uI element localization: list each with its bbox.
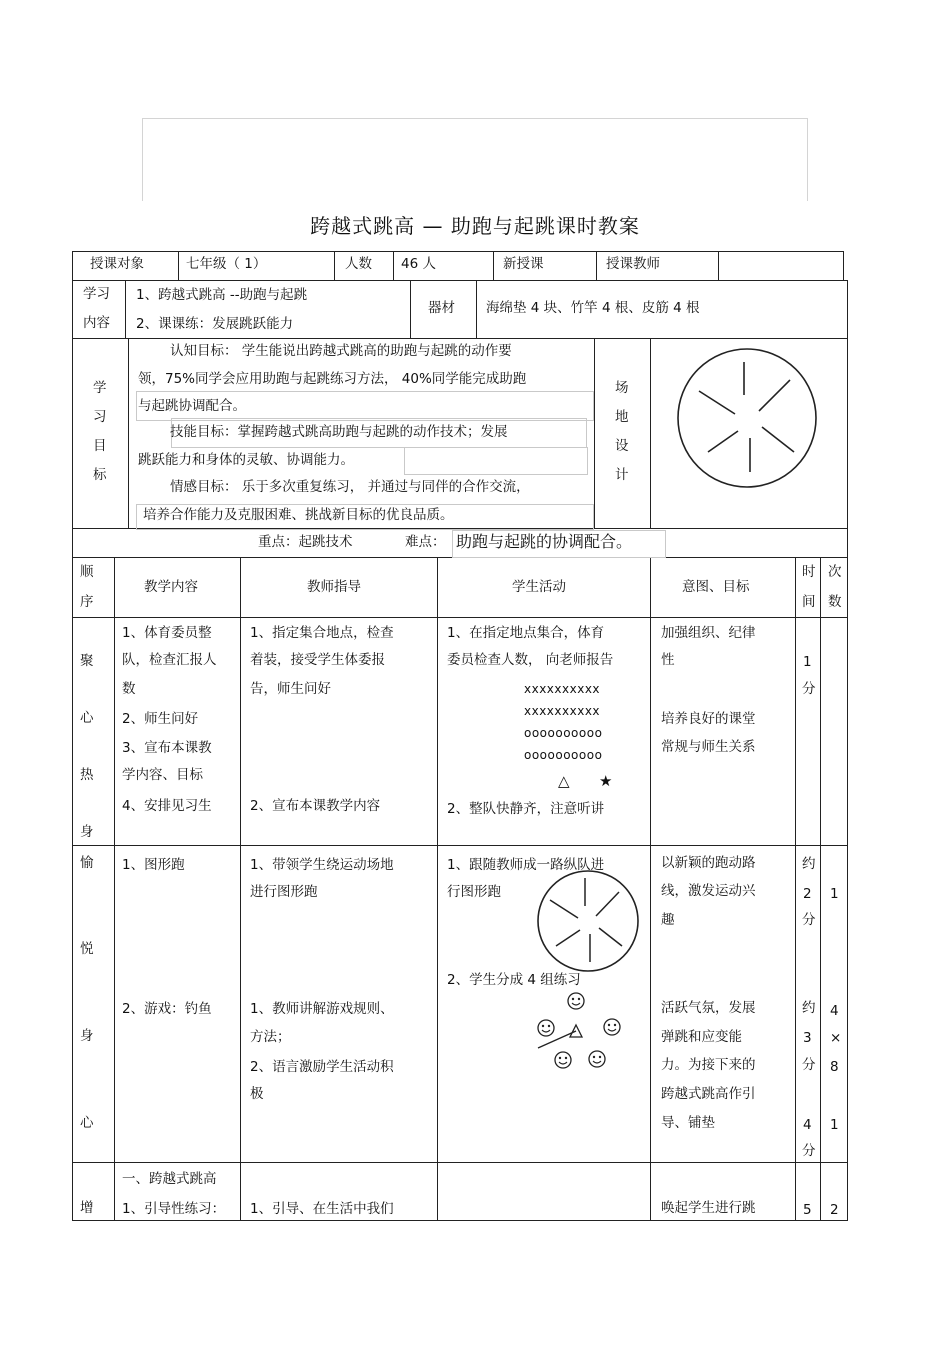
col-order: 序: [80, 594, 94, 610]
s2-content: 1、图形跑: [122, 857, 185, 873]
col-reps: 次: [828, 564, 842, 580]
s1-guide: 告，师生问好: [250, 681, 331, 697]
s3-time: 5: [803, 1202, 812, 1218]
goal-line: 跳跃能力和身体的灵敏、协调能力。: [138, 452, 354, 468]
s1-time: 1: [803, 654, 812, 670]
formation-row: xxxxxxxxxx: [524, 704, 601, 718]
s1-student: 委员检查人数， 向老师报告: [447, 652, 614, 668]
key-point: 重点：起跳技术: [258, 534, 353, 550]
stage-char: 心: [80, 1115, 94, 1131]
s2-time: 分: [802, 1143, 816, 1159]
s2-intent: 导、铺垫: [661, 1115, 715, 1131]
s1-student: 1、在指定地点集合，体育: [447, 625, 605, 641]
col-student: 学生活动: [512, 579, 566, 595]
s3-guide: 1、引导、在生活中我们: [250, 1201, 394, 1217]
stage-char: 身: [80, 1028, 94, 1044]
fishing-game-icon: [534, 990, 624, 1075]
s2-time: 分: [802, 1057, 816, 1073]
goal-line: 与起跳协调配合。: [138, 398, 246, 414]
stage-char: 增: [80, 1200, 94, 1216]
s3-content: 1、引导性练习：: [122, 1201, 226, 1217]
s2-guide: 2、语言激励学生活动积: [250, 1059, 394, 1075]
goal-line: 情感目标： 乐于多次重复练习， 并通过与同伴的合作交流，: [170, 479, 530, 495]
stage-char: 悦: [80, 941, 94, 957]
s2-guide: 极: [250, 1086, 264, 1102]
hard-point: 助跑与起跳的协调配合。: [456, 532, 633, 551]
site-label-char: 地: [615, 409, 629, 425]
running-route-icon: [536, 870, 640, 972]
s2-student: 行图形跑: [447, 884, 501, 900]
goals-label-char: 习: [93, 409, 107, 425]
hard-label: 难点：: [405, 534, 446, 550]
content-label-2: 内容: [83, 315, 110, 331]
page-title: 跨越式跳高 — 助跑与起跳课时教案: [310, 214, 640, 238]
teacher-label: 授课教师: [606, 256, 660, 272]
content-label-1: 学习: [83, 286, 110, 302]
s2-time: 约: [802, 1000, 816, 1016]
s2-guide: 1、带领学生绕运动场地: [250, 857, 394, 873]
equipment-label: 器材: [428, 300, 455, 316]
s2-reps: 4: [830, 1003, 839, 1019]
s2-reps: 8: [830, 1059, 839, 1075]
col-content: 教学内容: [144, 579, 198, 595]
s2-guide: 方法；: [250, 1029, 291, 1045]
s1-guide: 2、宣布本课教学内容: [250, 798, 381, 814]
s2-student: 2、学生分成 4 组练习: [447, 972, 581, 988]
s2-content: 2、游戏：钓鱼: [122, 1001, 212, 1017]
s2-student: 1、跟随教师成一路纵队进: [447, 857, 605, 873]
formation-row: oooooooooo: [524, 726, 603, 740]
s1-content: 数: [122, 681, 136, 697]
s3-intent: 唤起学生进行跳: [661, 1200, 756, 1216]
s1-intent: 性: [661, 652, 675, 668]
s2-time: 约: [802, 856, 816, 872]
col-guide: 教师指导: [307, 579, 361, 595]
s1-time: 分: [802, 681, 816, 697]
col-intent: 意图、目标: [682, 579, 750, 595]
s2-time: 3: [803, 1030, 812, 1046]
s2-intent: 弹跳和应变能: [661, 1029, 742, 1045]
target-label: 授课对象: [90, 256, 144, 272]
s2-intent: 力。为接下来的: [661, 1057, 756, 1073]
count-value: 46 人: [401, 256, 436, 272]
content-line-1: 1、跨越式跳高 --助跑与起跳: [136, 287, 308, 303]
s2-guide: 1、教师讲解游戏规则、: [250, 1001, 394, 1017]
goal-line: 培养合作能力及克服困难、挑战新目标的优良品质。: [143, 507, 454, 523]
s3-content: 一、跨越式跳高: [122, 1171, 217, 1187]
lesson-type: 新授课: [503, 256, 544, 272]
s2-intent: 以新颖的跑动路: [661, 855, 756, 871]
triangle-icon: △: [558, 772, 570, 790]
site-diagram-icon: [676, 348, 818, 488]
formation-row: oooooooooo: [524, 748, 603, 762]
s2-time: 分: [802, 912, 816, 928]
grade-value: 七年级（ 1）: [186, 256, 267, 272]
s1-content: 3、宣布本课教: [122, 740, 212, 756]
s1-student: 2、整队快静齐，注意听讲: [447, 801, 605, 817]
site-label-char: 设: [615, 438, 629, 454]
col-reps: 数: [828, 594, 842, 610]
stage-char: 心: [80, 710, 94, 726]
site-label-char: 计: [615, 467, 629, 483]
stage-char: 聚: [80, 653, 94, 669]
site-label-char: 场: [615, 380, 629, 396]
s2-guide: 进行图形跑: [250, 884, 318, 900]
goals-label-char: 标: [93, 467, 107, 483]
s1-content: 学内容、目标: [122, 767, 203, 783]
col-time: 间: [802, 594, 816, 610]
s2-intent: 活跃气氛，发展: [661, 1000, 756, 1016]
s2-time: 4: [803, 1117, 812, 1133]
goal-line: 技能目标：掌握跨越式跳高助跑与起跳的动作技术；发展: [170, 424, 508, 440]
count-label: 人数: [345, 256, 372, 272]
star-icon: ★: [599, 772, 613, 790]
goals-label-char: 目: [93, 438, 107, 454]
goal-line: 认知目标： 学生能说出跨越式跳高的助跑与起跳的动作要: [170, 343, 512, 359]
s2-time: 2: [803, 886, 812, 902]
s1-intent: 培养良好的课堂: [661, 711, 756, 727]
s2-intent: 趣: [661, 912, 675, 928]
s1-content: 1、体育委员整: [122, 625, 212, 641]
goal-line: 领，75%同学会应用助跑与起跳练习方法， 40%同学能完成助跑: [138, 371, 527, 387]
col-order: 顺: [80, 564, 94, 580]
s2-reps: 1: [830, 1117, 839, 1133]
header-frame: [142, 118, 808, 201]
s1-guide: 着装，接受学生体委报: [250, 652, 385, 668]
s1-guide: 1、指定集合地点，检查: [250, 625, 394, 641]
s2-reps: 1: [830, 886, 839, 902]
content-line-2: 2、课课练：发展跳跃能力: [136, 316, 294, 332]
s1-intent: 加强组织、纪律: [661, 625, 756, 641]
s2-reps: ×: [830, 1030, 842, 1046]
s1-content: 队，检查汇报人: [122, 652, 217, 668]
equipment-value: 海绵垫 4 块、竹竿 4 根、皮筋 4 根: [486, 300, 700, 316]
stage-char: 愉: [80, 855, 94, 871]
col-time: 时: [802, 564, 816, 580]
stage-char: 身: [80, 824, 94, 840]
goals-label-char: 学: [93, 380, 107, 396]
s1-content: 2、师生问好: [122, 711, 199, 727]
formation-row: xxxxxxxxxx: [524, 682, 601, 696]
s1-content: 4、安排见习生: [122, 798, 212, 814]
s2-intent: 线，激发运动兴: [661, 883, 756, 899]
s2-intent: 跨越式跳高作引: [661, 1086, 756, 1102]
s3-reps: 2: [830, 1202, 839, 1218]
s1-intent: 常规与师生关系: [661, 739, 756, 755]
stage-char: 热: [80, 767, 94, 783]
